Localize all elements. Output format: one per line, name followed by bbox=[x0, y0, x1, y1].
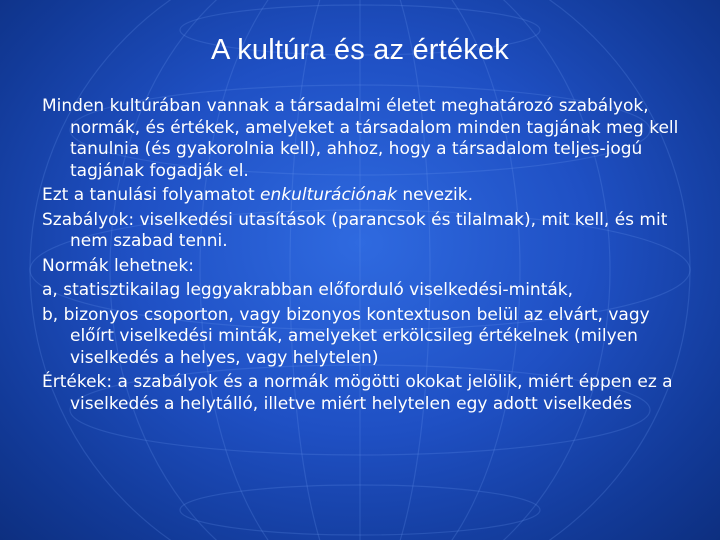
paragraph-enculturation bbox=[42, 185, 692, 207]
paragraph-norms-heading: Normák lehetnek: bbox=[42, 255, 194, 276]
paragraph-enculturation-text-2: nevezik. bbox=[396, 185, 474, 205]
slide-title: A kultúra és az értékek bbox=[211, 34, 509, 66]
paragraph-rules: Szabályok: viselkedési utasítások (parancsok és tilalmak), mit kell, és mit nem szabad tenni. bbox=[42, 209, 668, 251]
enculturation-term: enkulturációnak bbox=[260, 185, 397, 205]
paragraph-enculturation-text-1: Ezt a tanulási folyamatot bbox=[42, 185, 261, 205]
paragraph-norms-a: a, statisztikailag leggyakrabban előforduló viselkedési-minták, bbox=[42, 280, 574, 300]
paragraph-norms-b: b, bizonyos csoporton, vagy bizonyos kontextuson belül az elvárt, vagy előírt viselkedési minták, amelyeket erkölcsileg értékelnek (milyen viselkedés a helyes, vagy helytelen) bbox=[42, 304, 650, 368]
paragraph-values: Értékek: a szabályok és a normák mögötti okokat jelölik, miért éppen ez a viselkedés a helytálló, illetve miért helytelen egy adott viselkedés bbox=[42, 372, 673, 414]
slide-body bbox=[42, 96, 692, 415]
paragraph-intro: Minden kultúrában vannak a társadalmi életet meghatározó szabályok, normák, és értékek, amelyeket a társadalom minden tagjának meg kell tanulnia (és gyakorolnia kell), ahhoz, hogy a társadalom teljes-jogú tagjának fogadják el. bbox=[42, 96, 679, 181]
